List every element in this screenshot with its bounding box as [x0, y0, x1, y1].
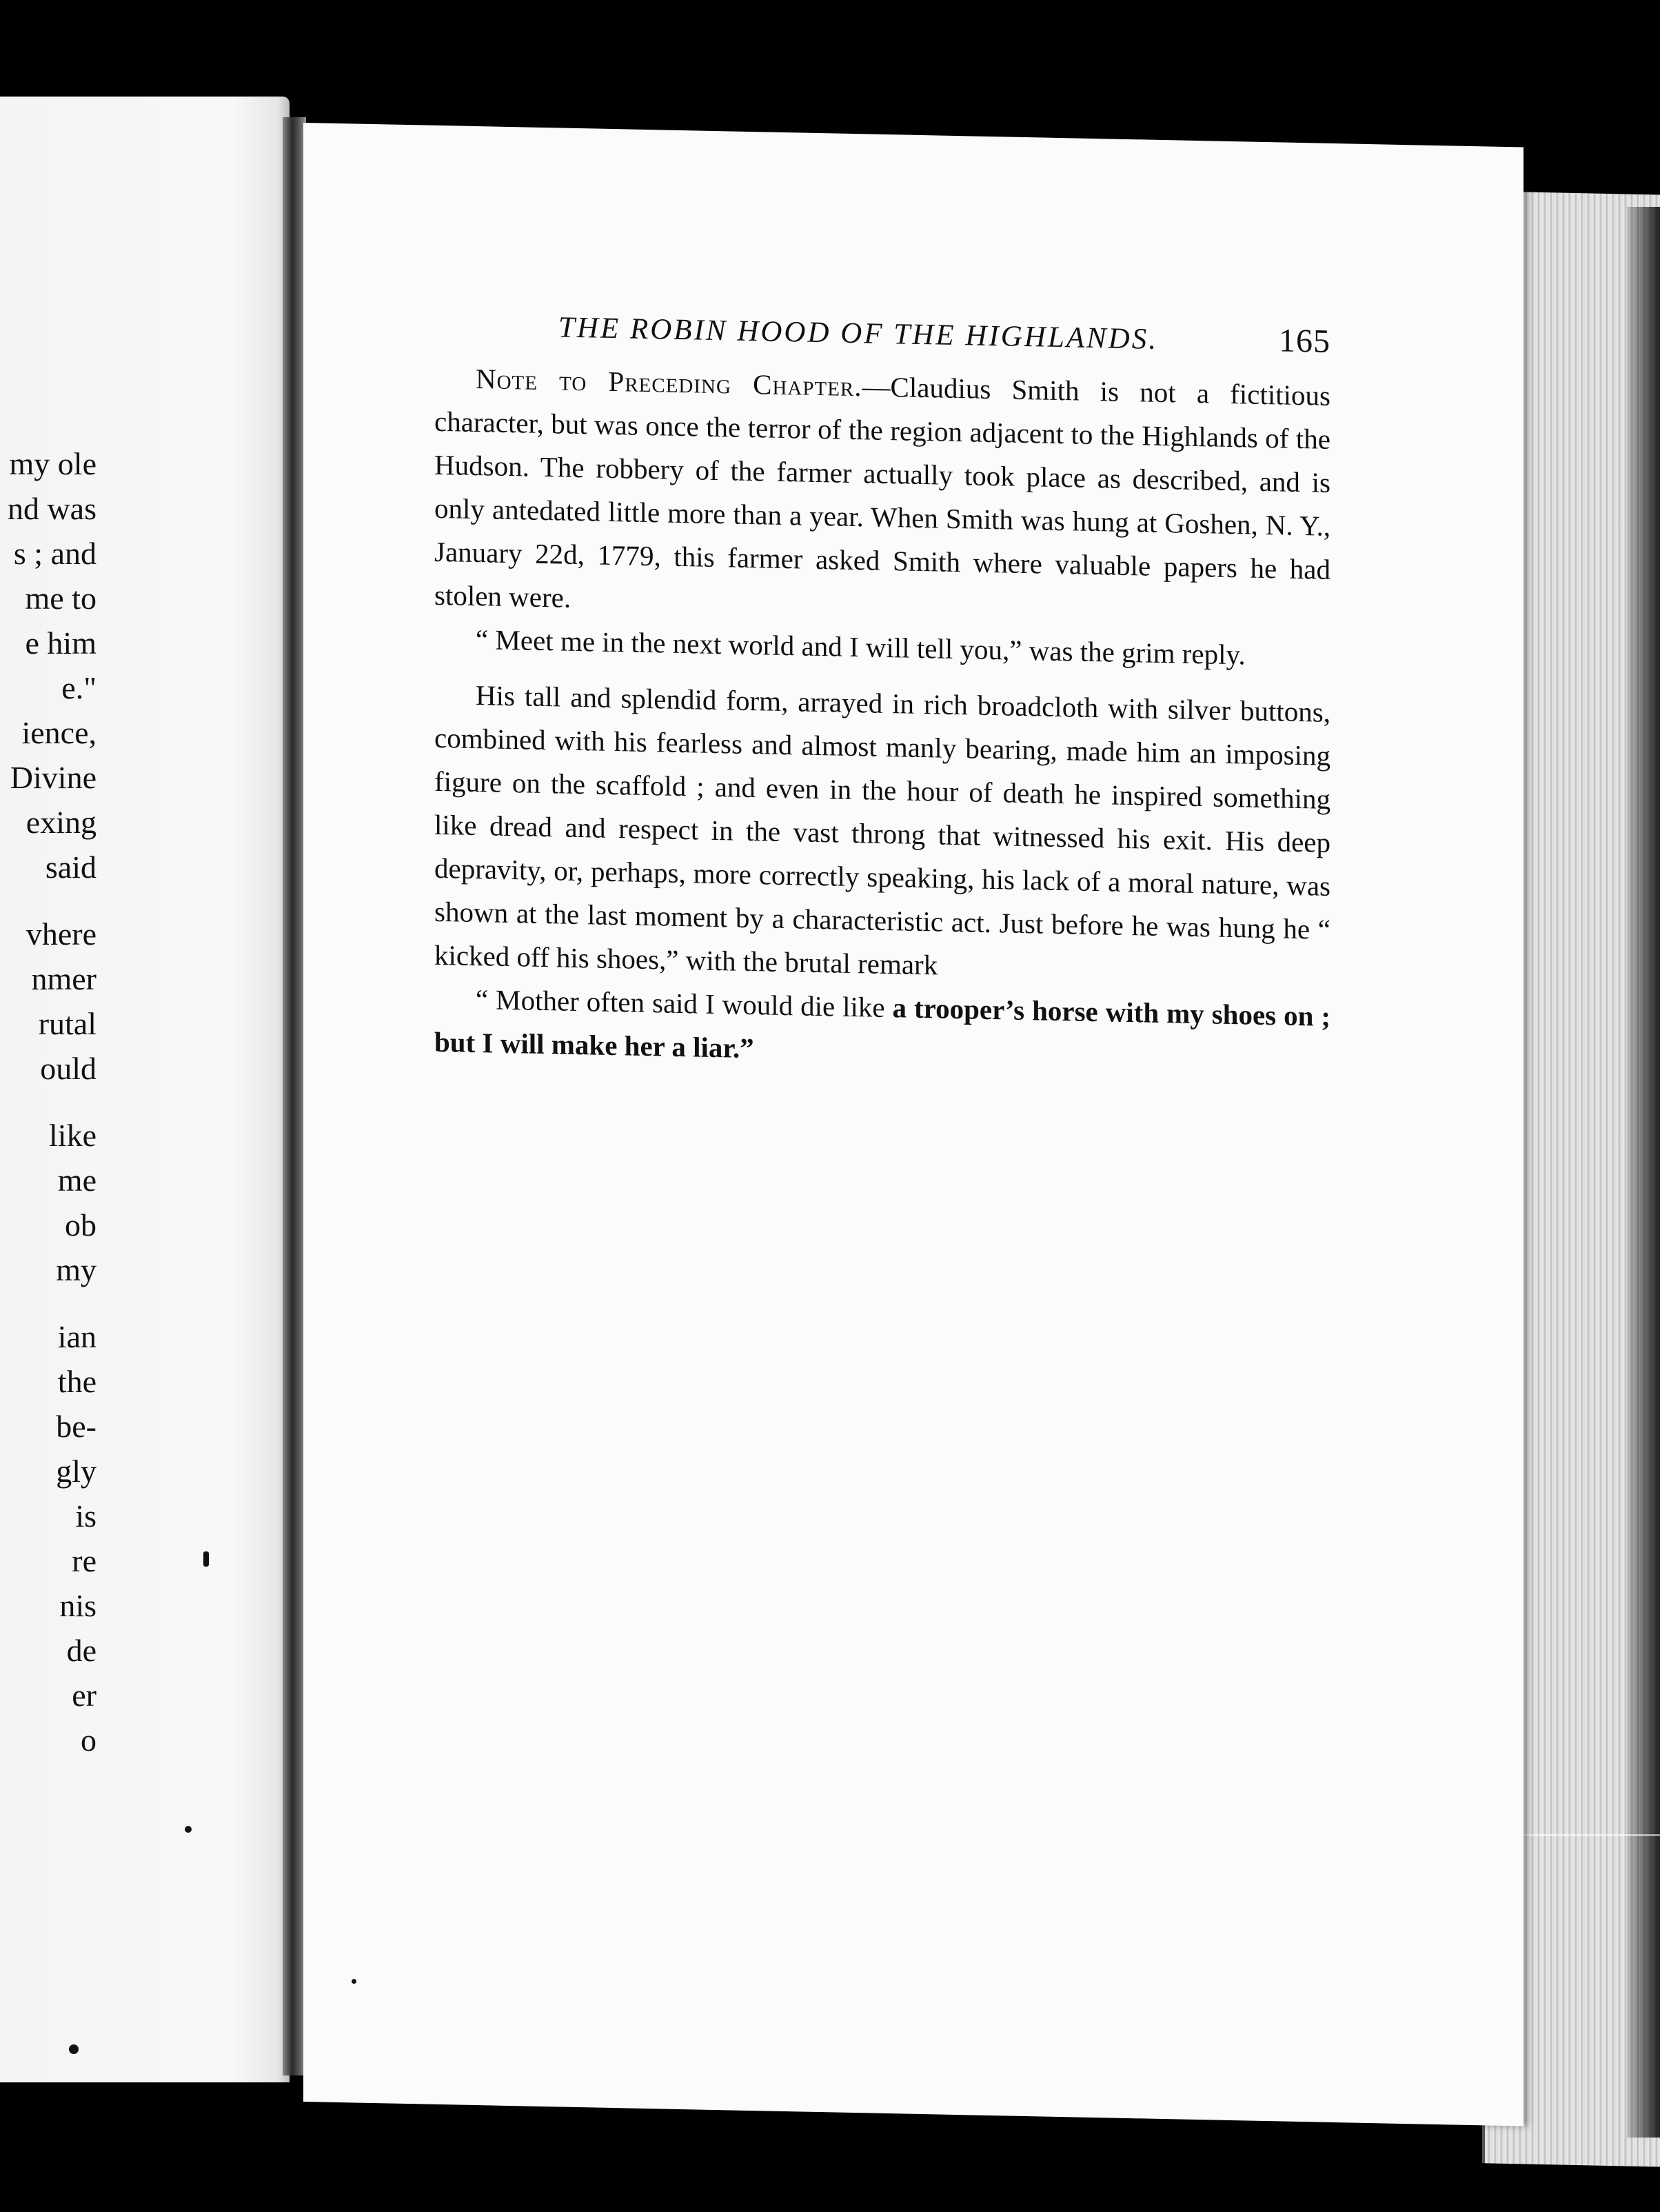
left-page-fragment: re: [72, 1543, 97, 1578]
left-page-fragment: s ; and: [13, 536, 97, 571]
left-page-fragment: o: [81, 1722, 97, 1758]
left-page-fragment: me to: [25, 581, 97, 616]
left-page-fragment: is: [75, 1498, 97, 1534]
final-quote: “ Mother often said I would die like a trooper’s horse with my shoes on ; but I will make her a liar.”: [434, 983, 1330, 1065]
left-page-fragment: me: [57, 1163, 97, 1198]
left-page-fragment: my: [56, 1252, 97, 1287]
left-page-fragment: ob: [65, 1207, 97, 1243]
ink-speck: [352, 1979, 356, 1984]
left-page-fragment: Divine: [10, 760, 97, 795]
left-page-fragment: [0, 889, 97, 912]
left-page-fragment: ience,: [21, 715, 97, 750]
left-page-fragment: the: [57, 1364, 97, 1399]
left-page-fragment: nd was: [7, 491, 97, 526]
left-page-fragment: er: [72, 1678, 97, 1713]
left-page-fragment: [0, 1091, 97, 1113]
left-page-fragment: [0, 1292, 97, 1314]
chapter-note: [434, 356, 1330, 635]
left-page-text-fragments: [0, 441, 97, 1762]
left-page-fragment: nis: [59, 1588, 97, 1623]
recto-page: [303, 123, 1524, 2126]
left-page-fragment: my ole: [9, 446, 97, 481]
left-facing-page: [0, 97, 290, 2082]
left-page-fragment: ian: [57, 1319, 97, 1354]
left-page-fragment: ould: [40, 1051, 97, 1086]
book-gutter: [283, 117, 306, 2075]
running-head-title: THE ROBIN HOOD OF THE HIGHLANDS.: [558, 311, 1158, 356]
page-number: 165: [1279, 322, 1330, 360]
left-page-fragment: be-: [56, 1409, 97, 1444]
ink-speck: [185, 1826, 192, 1833]
text-block: [434, 305, 1330, 1082]
left-page-fragment: rutal: [38, 1006, 97, 1041]
ink-speck: [203, 1551, 209, 1567]
scaffold-paragraph: His tall and splendid form, arrayed in rich broadcloth with silver buttons, combined with his fearless and almost manly bearing, made him an imposing figure on the scaffold ; and even in the hour of death he inspired something like dread and respect in the vast throng that witnessed his exit. His deep depravity, or, perhaps, more correctly speaking, his lack of a moral nature, was shown at the last moment by a characteristic act. Just before he was hung he “ kicked off his shoes,” with the brutal remark: [434, 679, 1330, 981]
left-page-fragment: e.": [61, 670, 97, 705]
left-page-fragment: e him: [25, 625, 97, 661]
final-quote-bold: a trooper’s horse with my shoes on ; but I will make her a liar.”: [434, 992, 1330, 1065]
left-page-fragment: gly: [56, 1454, 97, 1489]
running-head: [434, 305, 1330, 361]
ink-speck: [69, 2044, 79, 2054]
chapter-note-text: —Claudius Smith is not a fictitious character, but was once the terror of the region adjacent to the Highlands of the Hudson. The robbery of the farmer actually took place as described, and is only antedated little more than a year. When Smith was hung at Goshen, N. Y., January 22d, 1779, this farmer asked Smith where valuable papers he had stolen were.: [434, 370, 1330, 614]
left-page-fragment: like: [49, 1118, 97, 1153]
left-page-fragment: said: [45, 849, 97, 885]
grim-reply: “ Meet me in the next world and I will tell you,” was the grim reply.: [476, 623, 1246, 671]
chapter-note-lead: Note to Preceding Chapter.: [476, 363, 862, 403]
left-page-fragment: nmer: [31, 961, 97, 996]
left-page-fragment: de: [66, 1633, 97, 1668]
left-page-fragment: vhere: [26, 916, 97, 952]
page-edge-shadow: [1627, 207, 1660, 2138]
left-page-fragment: exing: [26, 805, 97, 840]
